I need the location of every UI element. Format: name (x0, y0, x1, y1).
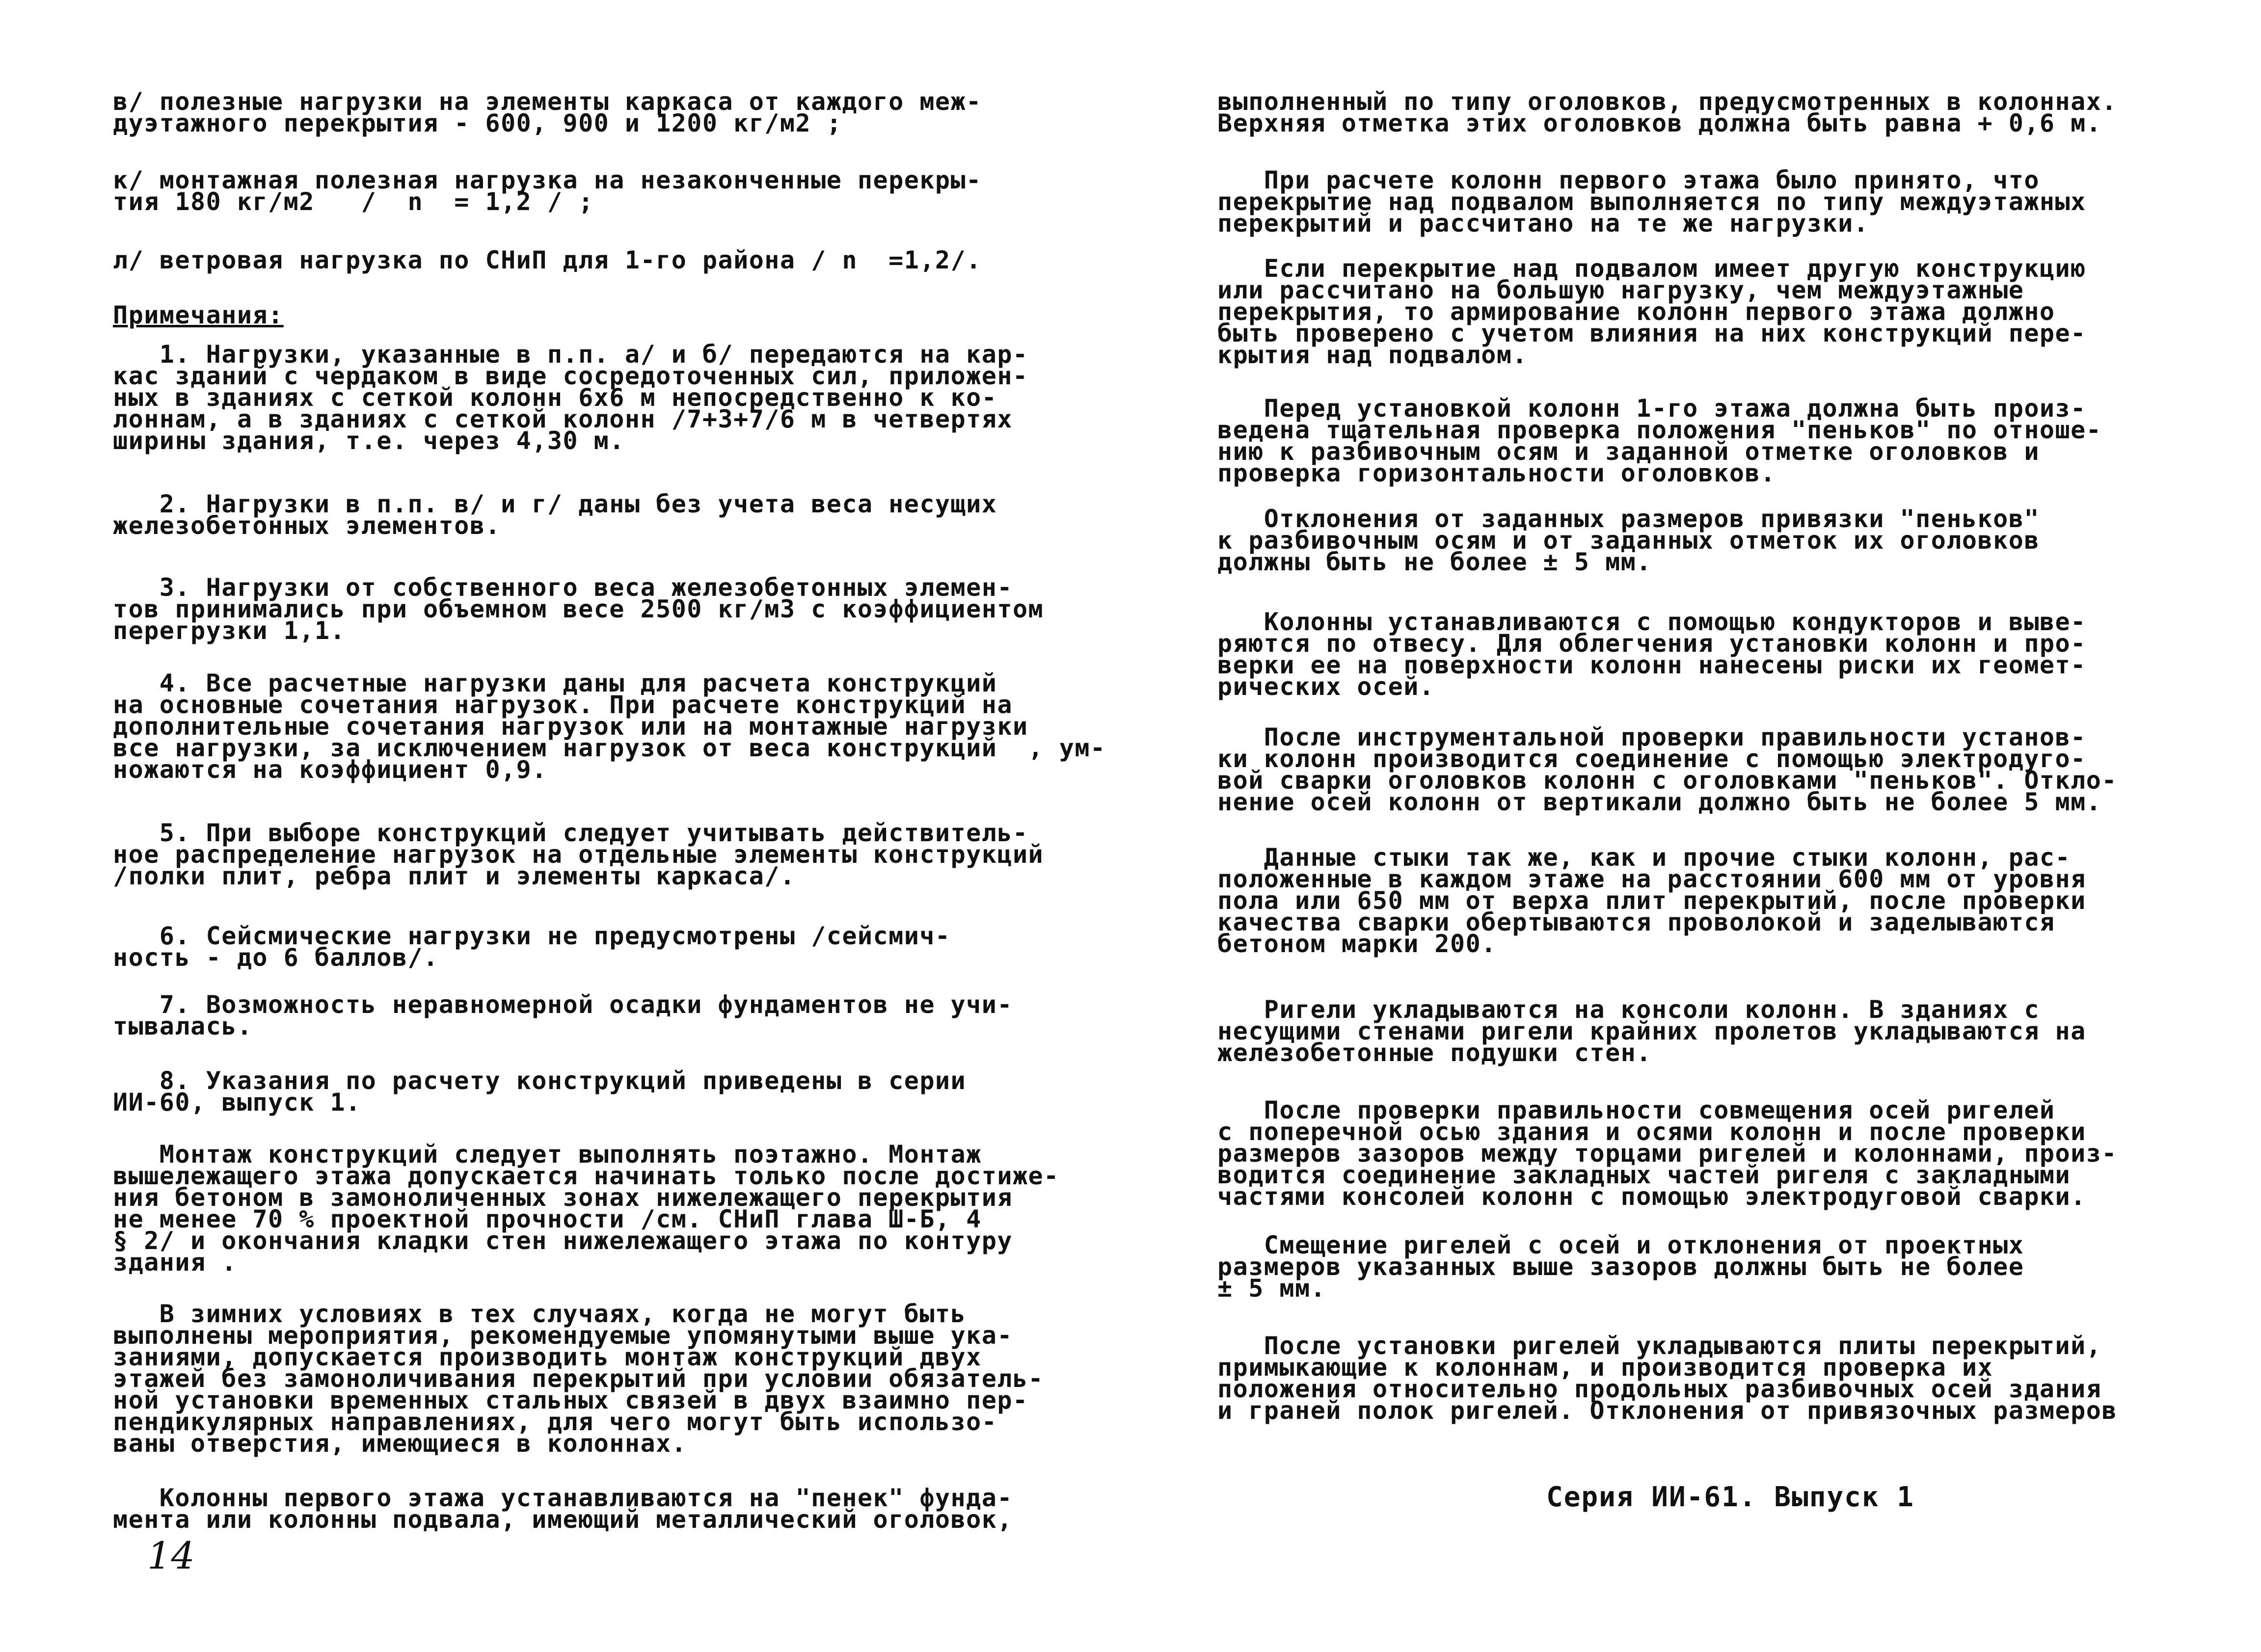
paragraph-r11: После установки ригелей укладываются плиты перекрытий, примыкающие к колоннам, и производится проверка их положения относительно продольных разбивочных осей здания и граней полок ригелей. Отклонения от привязочных размеров (1217, 1332, 2117, 1425)
paragraph-loads-l: л/ ветровая нагрузка по СНиП для 1-го района / n =1,2/. (113, 246, 982, 274)
paragraph-loads-v: в/ полезные нагрузки на элементы каркаса от каждого меж- дуэтажного перекрытия - 600, 900 и 1200 кг/м2 ; (113, 87, 982, 137)
note-6: 6. Сейсмические нагрузки не предусмотрены /сейсмич- ность - до 6 баллов/. (113, 922, 951, 972)
note-1: 1. Нагрузки, указанные в п.п. а/ и б/ передаются на кар- кас зданий с чердаком в виде сосредоточенных сил, приложен- ных в зданиях с сеткой колонн 6х6 м непосредственно к ко- лоннам, а в зданиях с сеткой колонн /7+3+7/6 м в четвертях ширины здания, т.е. через 4,30 м. (113, 340, 1028, 455)
note-7: 7. Возможность неравномерной осадки фундаментов не учи- тывалась. (113, 990, 1013, 1040)
page-number: 14 (147, 1534, 195, 1577)
paragraph-r10: Смещение ригелей с осей и отклонения от проектных размеров указанных выше зазоров должны быть не более ± 5 мм. (1217, 1231, 2024, 1303)
paragraph-mounting: Монтаж конструкций следует выполнять поэтажно. Монтаж вышележащего этажа допускается начинать только после достиже- ния бетоном в замоноличенных зонах нижележащего перекрытия не менее 70 % проектной прочности /см. СНиП глава Ш-Б, 4 § 2/ и окончания кладки стен нижележащего этажа по контуру здания . (113, 1140, 1059, 1277)
note-3: 3. Нагрузки от собственного веса железобетонных элемен- тов принимались при объемном весе 2500 кг/м3 с коэффициентом перегрузки 1,1. (113, 573, 1044, 645)
paragraph-r6: После инструментальной проверки правильности установ- ки колонн производится соединение с помощью электродуго- вой сварки оголовков колонн с оголовками "пеньков". Откло- нение осей колонн от вертикали должно быть не более 5 мм. (1217, 723, 2117, 816)
paragraph-columns: Колонны первого этажа устанавливаются на "пенек" фунда- мента или колонны подвала, имеющий металлический оголовок, (113, 1484, 1013, 1534)
paragraph-r2: Если перекрытие над подвалом имеет другую конструкцию или рассчитано на большую нагрузку, чем междуэтажные перекрытия, то армирование колонн первого этажа должно быть проверено с учетом влияния на них конструкций пере- крытия над подвалом. (1217, 254, 2086, 369)
paragraph-r5: Колонны устанавливаются с помощью кондукторов и выве- ряются по отвесу. Для облегчения установки колонн и про- верки ее на поверхности колонн нанесены риски их геомет- рических осей. (1217, 608, 2086, 701)
note-2: 2. Нагрузки в п.п. в/ и г/ даны без учета веса несущих железобетонных элементов. (113, 490, 997, 540)
paragraph-loads-k: к/ монтажная полезная нагрузка на незаконченные перекры- тия 180 кг/м2 / n = 1,2 / ; (113, 166, 982, 216)
paragraph-continuation: выполненный по типу оголовков, предусмотренных в колоннах. Верхняя отметка этих оголовков должна быть равна + 0,6 м. (1217, 87, 2117, 137)
note-4: 4. Все расчетные нагрузки даны для расчета конструкций на основные сочетания нагрузок. При расчете конструкций на дополнительные сочетания нагрузок или на монтажные нагрузки все нагрузки, за исключением нагрузок от веса конструкций , ум- ножаются на коэффициент 0,9. (113, 669, 1106, 784)
paragraph-r8: Ригели укладываются на консоли колонн. В зданиях с несущими стенами ригели крайних пролетов укладываются на железобетонные подушки стен. (1217, 995, 2086, 1067)
paragraph-r1: При расчете колонн первого этажа было принято, что перекрытие над подвалом выполняется по типу междуэтажных перекрытий и рассчитано на те же нагрузки. (1217, 166, 2086, 238)
note-8: 8. Указания по расчету конструкций приведены в серии ИИ-60, выпуск 1. (113, 1066, 967, 1117)
paragraph-r7: Данные стыки так же, как и прочие стыки колонн, рас- положенные в каждом этаже на расстоянии 600 мм от уровня пола или 650 мм от верха плит перекрытий, после проверки качества сварки обертываются проволокой и заделываются бетоном марки 200. (1217, 843, 2086, 958)
paragraph-r4: Отклонения от заданных размеров привязки "пеньков" к разбивочным осям и от заданных отметок их оголовков должны быть не более ± 5 мм. (1217, 505, 2040, 576)
paragraph-winter: В зимних условиях в тех случаях, когда не могут быть выполнены мероприятия, рекомендуемые упомянутыми выше ука- заниями, допускается производить монтаж конструкций двух этажей без замоноличивания перекрытий при условии обязатель- ной установки временных стальных связей в двух взаимно пер- пендикулярных направлениях, для чего могут быть использо- ваны отверстия, имеющиеся в колоннах. (113, 1300, 1044, 1458)
series-footer: Серия ИИ-61. Выпуск 1 (1546, 1481, 1915, 1513)
note-5: 5. При выборе конструкций следует учитывать действитель- ное распределение нагрузок на отдельные элементы конструкций /полки плит, ребра плит и элементы каркаса/. (113, 819, 1044, 890)
notes-heading: Примечания: (113, 301, 284, 329)
paragraph-r3: Перед установкой колонн 1-го этажа должна быть произ- ведена тщательная проверка положения "пеньков" по отноше- нию к разбивочным осям и заданной отметке оголовков и проверка горизонтальности оголовков. (1217, 394, 2102, 487)
paragraph-r9: После проверки правильности совмещения осей ригелей с поперечной осью здания и осями колонн и после проверки размеров зазоров между торцами ригелей и колоннами, произ- водится соединение закладных частей ригеля с закладными частями консолей колонн с помощью электродуговой сварки. (1217, 1096, 2117, 1211)
